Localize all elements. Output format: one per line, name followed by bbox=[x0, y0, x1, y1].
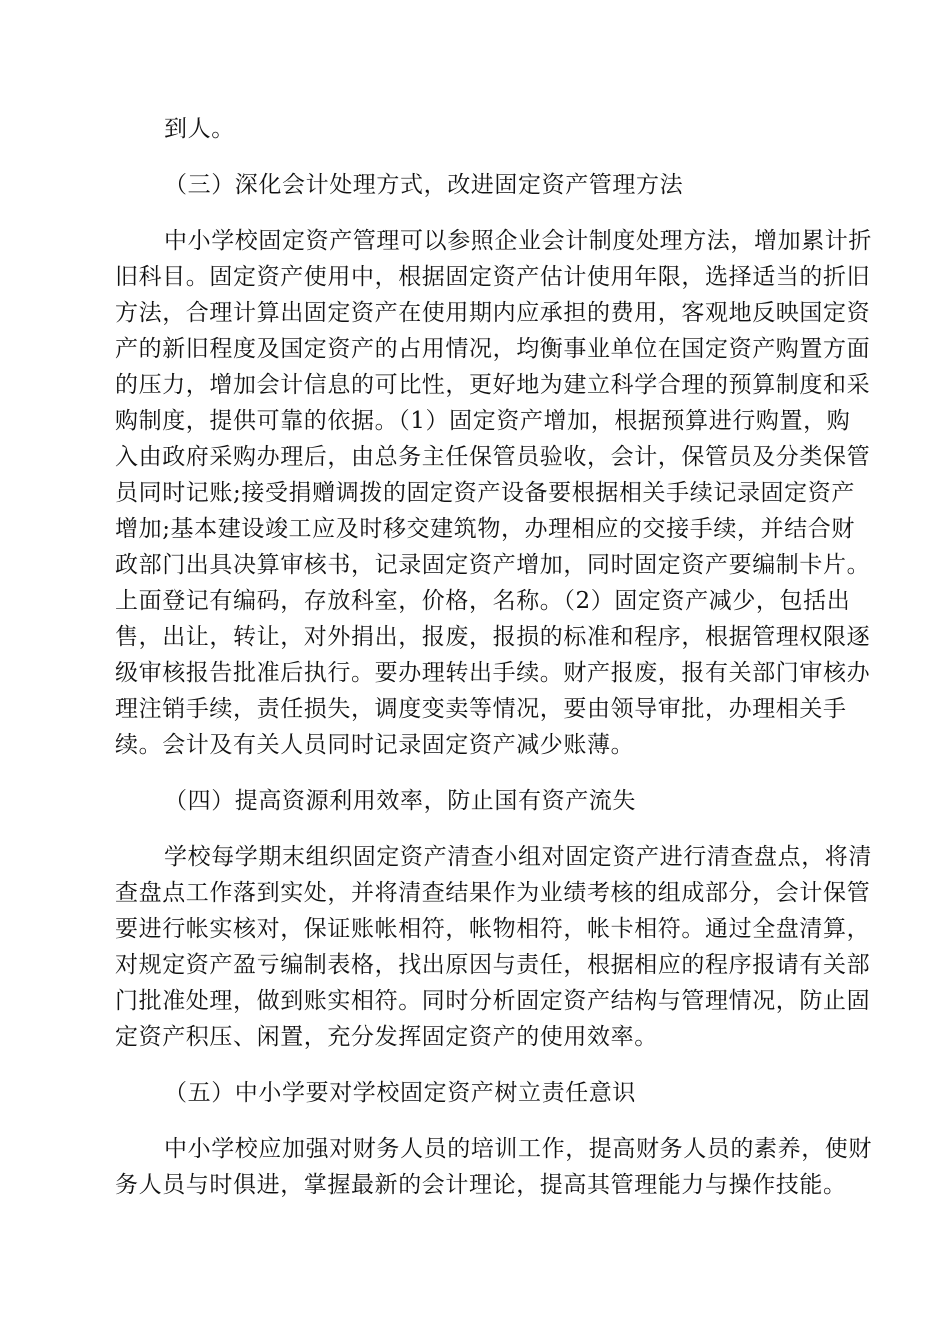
section-5-heading: （五）中小学要对学校固定资产树立责任意识 bbox=[164, 1080, 636, 1106]
section-4-heading: （四）提高资源利用效率，防止国有资产流失 bbox=[164, 788, 636, 814]
section-3-text-line: 理注销手续，责任损失，调度变卖等情况，要由领导审批，办理相关手 bbox=[115, 696, 847, 722]
section-3-text-line: 级审核报告批准后执行。要办理转出手续。财产报废，报有关部门审核办 bbox=[115, 660, 871, 686]
section-4-text-line: 门批准处理，做到账实相符。同时分析固定资产结构与管理情况，防止固 bbox=[115, 988, 871, 1014]
section-3-text-line: 续。会计及有关人员同时记录固定资产减少账薄。 bbox=[115, 732, 635, 758]
section-4-text-line: 查盘点工作落到实处，并将清查结果作为业绩考核的组成部分，会计保管 bbox=[115, 880, 871, 906]
section-4-text-line: 学校每学期末组织固定资产清查小组对固定资产进行清查盘点，将清 bbox=[164, 844, 872, 870]
section-3-text-line: 政部门出具决算审核书，记录固定资产增加，同时固定资产要编制卡片。 bbox=[115, 552, 871, 578]
fragment-line: 到人。 bbox=[164, 116, 235, 142]
section-5-text-line: 务人员与时俱进，掌握最新的会计理论，提高其管理能力与操作技能。 bbox=[115, 1172, 847, 1198]
section-3-text-line: 旧科目。固定资产使用中，根据固定资产估计使用年限，选择适当的折旧 bbox=[115, 264, 871, 290]
section-3-text-line: 的压力，增加会计信息的可比性，更好地为建立科学合理的预算制度和采 bbox=[115, 372, 871, 398]
section-3-text-line: 方法，合理计算出固定资产在使用期内应承担的费用，客观地反映国定资 bbox=[115, 300, 871, 326]
section-3-text-line: 员同时记账;接受捐赠调拨的固定资产设备要根据相关手续记录固定资产 bbox=[115, 480, 855, 506]
section-4-text-line: 对规定资产盈亏编制表格，找出原因与责任，根据相应的程序报请有关部 bbox=[115, 952, 871, 978]
section-3-heading: （三）深化会计处理方式，改进固定资产管理方法 bbox=[164, 172, 684, 198]
section-3-text-line: 产的新旧程度及国定资产的占用情况，均衡事业单位在国定资产购置方面 bbox=[115, 336, 871, 362]
section-3-text-line: 增加;基本建设竣工应及时移交建筑物，办理相应的交接手续，并结合财 bbox=[115, 516, 855, 542]
section-3-text-line: 中小学校固定资产管理可以参照企业会计制度处理方法，增加累计折 bbox=[164, 228, 872, 254]
section-3-text-line: 售，出让，转让，对外捐出，报废，报损的标准和程序，根据管理权限逐 bbox=[115, 624, 871, 650]
section-3-text-line: 购制度，提供可靠的依据。（1）固定资产增加，根据预算进行购置，购 bbox=[115, 408, 851, 434]
section-4-text-line: 定资产积压、闲置，充分发挥固定资产的使用效率。 bbox=[115, 1024, 658, 1050]
section-5-text-line: 中小学校应加强对财务人员的培训工作，提高财务人员的素养，使财 bbox=[164, 1136, 872, 1162]
section-3-text-line: 上面登记有编码，存放科室，价格，名称。（2）固定资产减少，包括出 bbox=[115, 588, 851, 614]
section-3-text-line: 入由政府采购办理后，由总务主任保管员验收，会计，保管员及分类保管 bbox=[115, 444, 871, 470]
section-4-text-line: 要进行帐实核对，保证账帐相符，帐物相符，帐卡相符。通过全盘清算， bbox=[115, 916, 871, 942]
